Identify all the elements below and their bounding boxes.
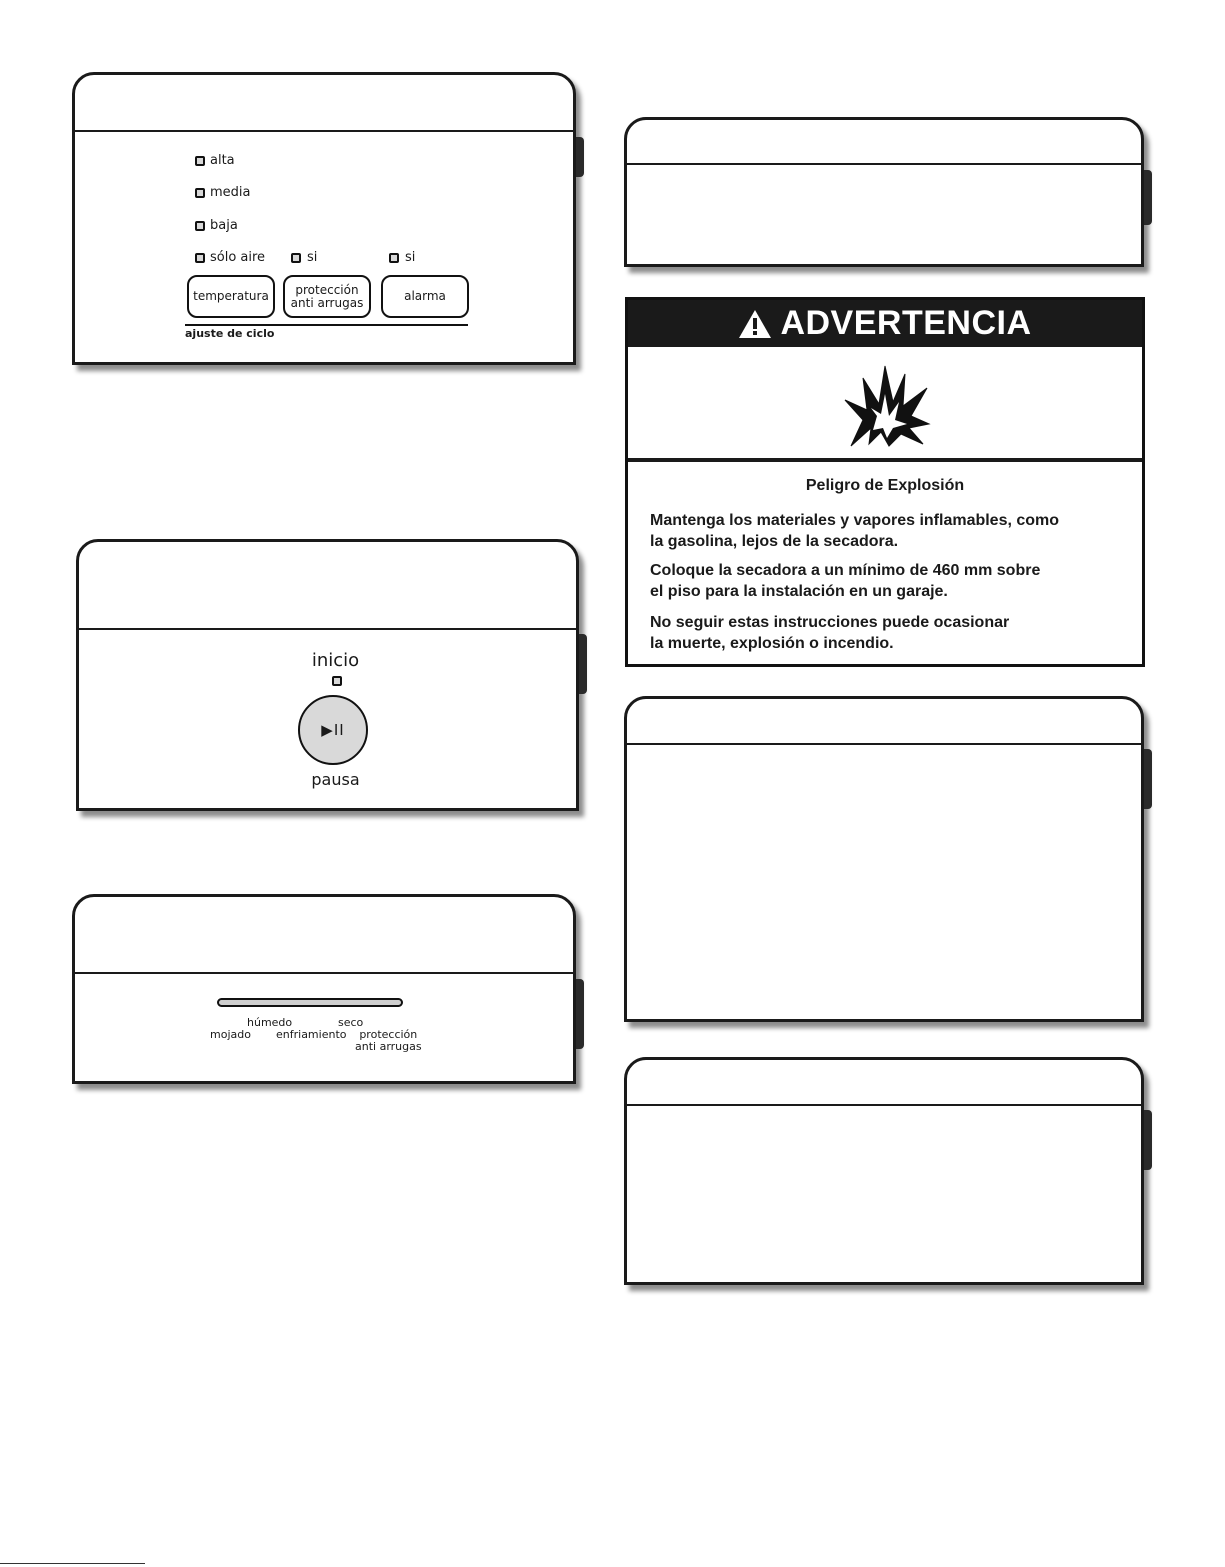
panel-header-divider: [627, 163, 1141, 165]
warning-paragraph-3-line-2: la muerte, explosión o incendio.: [650, 635, 894, 652]
status-label-humedo: húmedo: [247, 1016, 293, 1029]
explosion-icon: [843, 358, 933, 448]
status-label-mojado: mojado: [210, 1028, 251, 1041]
wrinkle-led-label: si: [307, 250, 318, 265]
start-led-indicator: [332, 676, 342, 686]
warning-subtitle: Peligro de Explosión: [805, 477, 965, 494]
panel-edge-tab: [576, 137, 584, 177]
level-label-solo-aire: sólo aire: [210, 250, 266, 265]
cycle-setting-underline: [185, 324, 468, 326]
temperature-button-label: temperatura: [193, 289, 269, 303]
start-pause-panel: [76, 539, 579, 811]
wrinkle-button-line2: anti arrugas: [290, 295, 364, 310]
warning-paragraph-1: [650, 510, 1124, 552]
warning-header: [628, 300, 1142, 347]
led-solo-aire-indicator: [195, 253, 205, 263]
warning-paragraph-1-line-1: Mantenga los materiales y vapores inflamables, como: [650, 512, 1060, 529]
right-panel-middle: [624, 696, 1144, 1022]
cycle-status-panel: [72, 894, 576, 1084]
right-panel-bottom: [624, 1057, 1144, 1285]
start-pause-button[interactable]: [298, 695, 368, 765]
warning-paragraph-1-line-2: la gasolina, lejos de la secadora.: [650, 533, 899, 550]
alarm-button[interactable]: [381, 275, 469, 318]
status-label-proteccion: [355, 1029, 422, 1053]
led-alarm-indicator: [389, 253, 399, 263]
cycle-status-bar: [217, 998, 403, 1007]
led-wrinkle-indicator: [291, 253, 301, 263]
led-baja-indicator: [195, 221, 205, 231]
play-pause-icon: ▶II: [321, 721, 345, 739]
panel-header-divider: [75, 972, 573, 974]
panel-header-divider: [75, 130, 573, 132]
level-label-baja: baja: [210, 218, 238, 233]
status-label-seco: seco: [338, 1016, 364, 1029]
warning-box: [625, 297, 1145, 667]
panel-header-divider: [79, 628, 576, 630]
wrinkle-button-line1: protección: [295, 282, 359, 297]
warning-divider: [628, 458, 1142, 462]
pause-label: pausa: [311, 770, 360, 789]
alarm-led-label: si: [405, 250, 416, 265]
wrinkle-button-label: [291, 284, 364, 310]
warning-paragraph-3-line-1: No seguir estas instrucciones puede ocasionar: [650, 614, 1010, 631]
warning-paragraph-2: [650, 560, 1124, 602]
led-alta-indicator: [195, 156, 205, 166]
panel-header-divider: [627, 743, 1141, 745]
wrinkle-protection-button[interactable]: [283, 275, 371, 318]
status-label-proteccion-line2: anti arrugas: [355, 1040, 422, 1053]
warning-paragraph-2-line-1: Coloque la secadora a un mínimo de 460 mm sobre: [650, 562, 1041, 579]
level-label-alta: alta: [210, 153, 235, 168]
status-label-proteccion-line1: protección: [359, 1028, 418, 1041]
warning-paragraph-3: [650, 612, 1124, 654]
alarm-button-label: alarma: [404, 289, 446, 303]
footer-rule: [0, 1563, 145, 1564]
warning-triangle-icon: [738, 309, 772, 339]
led-media-indicator: [195, 188, 205, 198]
panel-edge-tab: [1144, 749, 1152, 809]
temperature-panel: [72, 72, 576, 365]
panel-edge-tab: [1144, 1110, 1152, 1170]
level-label-media: media: [210, 185, 251, 200]
panel-edge-tab: [576, 979, 584, 1049]
start-label: inicio: [311, 650, 360, 671]
warning-paragraph-2-line-2: el piso para la instalación en un garaje.: [650, 583, 948, 600]
status-label-enfriamiento: enfriamiento: [276, 1028, 347, 1041]
right-panel-top: [624, 117, 1144, 267]
cycle-setting-label: ajuste de ciclo: [185, 327, 275, 340]
warning-title: ADVERTENCIA: [780, 304, 1032, 342]
panel-header-divider: [627, 1104, 1141, 1106]
temperature-button[interactable]: [187, 275, 275, 318]
panel-edge-tab: [1144, 170, 1152, 225]
